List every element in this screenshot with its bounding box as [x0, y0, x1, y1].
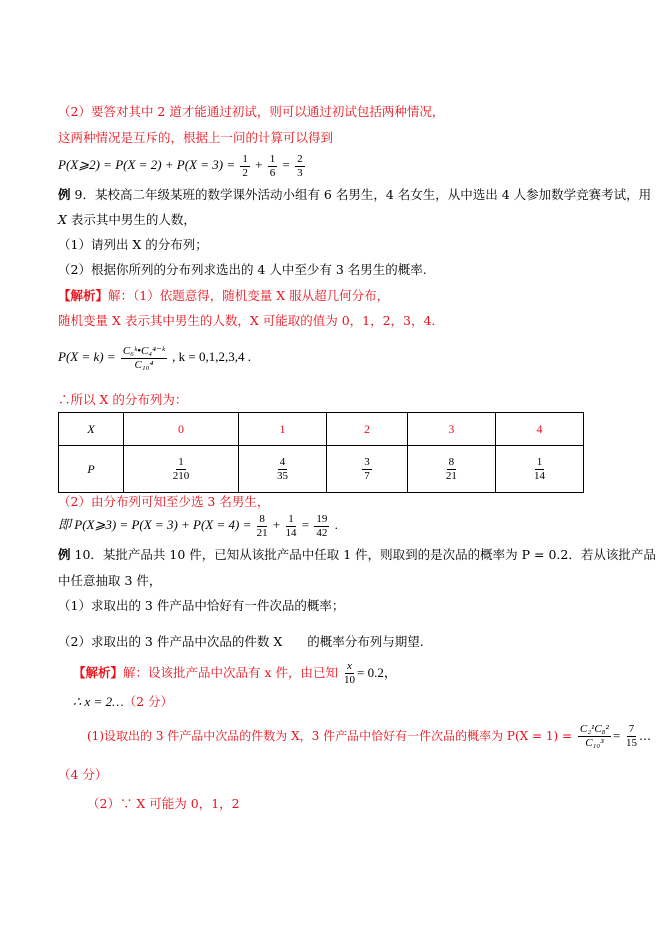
table-row — [59, 413, 584, 446]
fraction: $\frac{1}{2}$ — [242, 152, 248, 179]
example10-statement-cont: 中任意抽取 3 件， — [58, 573, 162, 588]
equals-sign: = — [612, 728, 621, 743]
analysis-tag: 【解析】 — [58, 288, 109, 303]
table-row — [59, 446, 584, 493]
example9-part2-line: （2）由分布列可知至少选 3 名男生， — [58, 494, 270, 509]
table-cell: 3 — [407, 413, 495, 446]
score: （2 分） — [123, 694, 174, 709]
example9-statement-cont — [58, 212, 196, 228]
example9-question1: （1）请列出 X 的分布列； — [58, 237, 208, 252]
fraction: $\frac{8}{21}$ — [256, 512, 268, 539]
example10-analysis — [73, 656, 397, 690]
distribution-table — [58, 412, 584, 493]
table-cell: 2 — [327, 413, 408, 446]
example10-p2: （2）∵ X 可能为 0，1，2 — [87, 796, 240, 811]
fraction: $\frac{1}{14}$ — [285, 512, 297, 539]
table-header-x: X — [59, 413, 124, 446]
formula-lhs: 即 P(X⩾3) = P(X = 3) + P(X = 4) = — [58, 517, 252, 532]
fraction: $\frac{\text{C₂¹C₈²}}{\text{C₁₀³}}$ — [579, 723, 609, 749]
table-cell: $\frac{4}{35}$ — [239, 446, 327, 493]
table-cell: 0 — [124, 413, 239, 446]
example10-question2: （2）求取出的 3 件产品中次品的件数 X 的概率分布列与期望. — [58, 634, 424, 649]
example9-pmf-formula — [58, 340, 251, 374]
example10-x-value — [73, 694, 173, 710]
example-label: 例 — [58, 547, 71, 562]
example9-text: 9．某校高二年级某班的数学课外活动小组有 6 名男生，4 名女生，从中选出 4 人参加数学竞赛考试，用 — [70, 187, 652, 202]
table-cell: $\frac{3}{7}$ — [327, 446, 408, 493]
example9-analysis-line1 — [58, 288, 389, 304]
plus-sign: + — [255, 157, 263, 172]
plus-sign: + — [272, 517, 281, 532]
prev-part2-formula — [58, 150, 307, 180]
equals-sign: = — [282, 157, 290, 172]
p1-text: (1)设取出的 3 件产品中次品的件数为 X，3 件产品中恰好有一件次品的概率为 P(X = 1) = — [87, 729, 573, 743]
x-value: ∴ x = 2… — [73, 694, 124, 709]
pmf-rhs: , k = 0,1,2,3,4 . — [172, 349, 251, 364]
fraction: $\frac{x}{10}$ — [344, 660, 355, 686]
example10-question1: （1）求取出的 3 件产品中恰好有一件次品的概率； — [58, 598, 345, 613]
example-label: 例 — [58, 187, 71, 202]
analysis-text: 解：（1）依题意得，随机变量 X 服从超几何分布， — [108, 288, 390, 303]
table-cell: 4 — [495, 413, 583, 446]
example9-statement — [58, 187, 651, 203]
example10-statement — [58, 547, 656, 563]
fraction: $\frac{2}{3}$ — [297, 152, 303, 179]
fraction: $\frac{7}{15}$ — [625, 723, 637, 749]
prev-part2-line2: 这两种情况是互斥的，根据上一问的计算可以得到 — [58, 130, 334, 145]
table-header-p: P — [59, 446, 124, 493]
formula-lhs: P(X⩾2) = P(X = 2) + P(X = 3) = — [58, 157, 236, 172]
example10-text: 10．某批产品共 10 件，已知从该批产品中任取 1 件，则取到的是次品的概率为 P = 0.2．若从该批产品 — [70, 547, 656, 562]
pmf-lhs: P(X = k) = — [58, 349, 116, 364]
example9-part2-formula — [58, 510, 338, 540]
var-x: X — [58, 212, 67, 227]
example9-so-line: ∴所以 X 的分布列为： — [58, 392, 188, 407]
analysis-rhs: = 0.2， — [357, 665, 397, 680]
pmf-fraction: $\frac{\text{C₆ᵏ•C₄⁴⁻ᵏ}}{\text{C₁₀⁴}}$ — [122, 344, 165, 371]
example9-question2: （2）根据你所列的分布列求选出的 4 人中至少有 3 名男生的概率. — [58, 262, 427, 277]
example10-score4: （4 分） — [58, 767, 108, 782]
table-cell: 1 — [239, 413, 327, 446]
equals-sign: = — [301, 517, 310, 532]
table-cell: $\frac{1}{210}$ — [124, 446, 239, 493]
table-cell: $\frac{1}{14}$ — [495, 446, 583, 493]
example9-analysis-line2: 随机变量 X 表示其中男生的人数，X 可能取的值为 0，1，2，3，4． — [58, 313, 444, 328]
analysis-tag: 【解析】 — [73, 665, 124, 680]
table-cell: $\frac{8}{21}$ — [407, 446, 495, 493]
fraction: $\frac{1}{6}$ — [269, 152, 276, 179]
period: . — [334, 517, 338, 532]
prev-part2-line1: （2）要答对其中 2 道才能通过初试，则可以通过初试包括两种情况， — [58, 104, 445, 119]
analysis-text: 解：设该批产品中次品有 x 件，由已知 — [123, 665, 339, 680]
fraction: $\frac{19}{42}$ — [316, 512, 328, 539]
example9-text-cont: 表示其中男生的人数， — [66, 212, 196, 227]
example10-p1 — [87, 716, 651, 756]
ellipsis: … — [638, 729, 651, 743]
